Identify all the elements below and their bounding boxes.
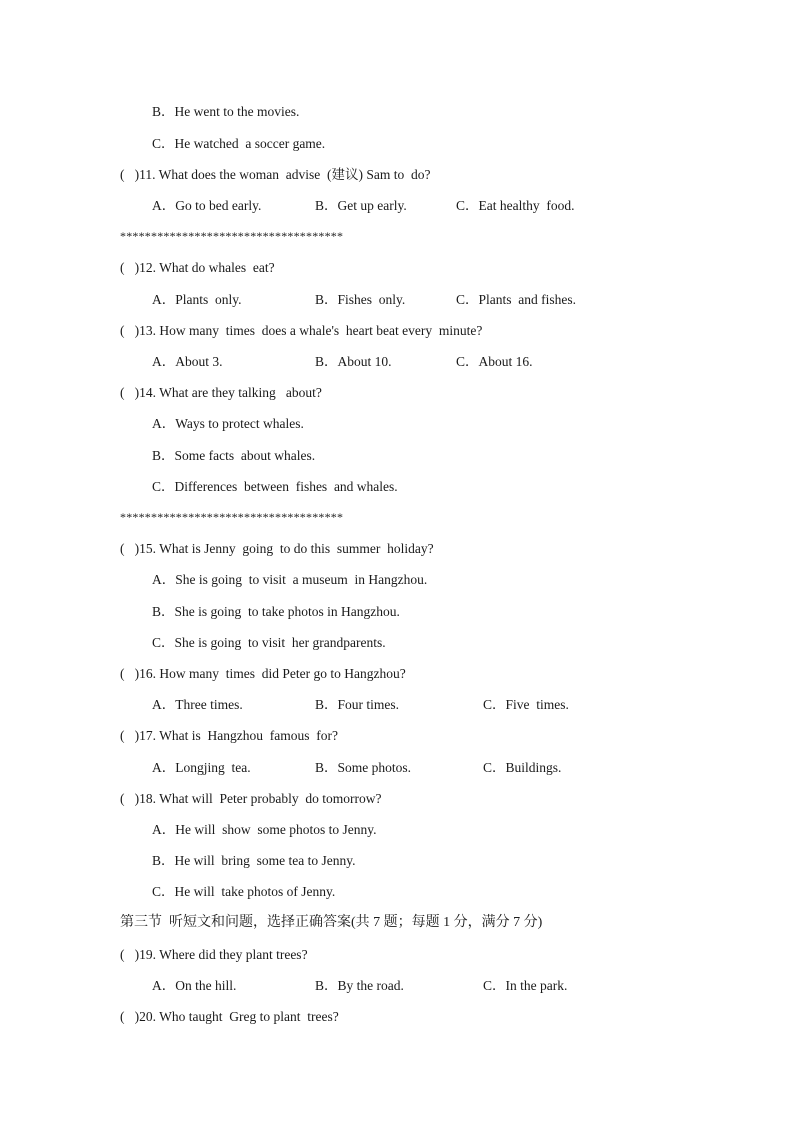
question-17: ( )17. What is Hangzhou famous for? (120, 728, 338, 743)
question-12: ( )12. What do whales eat? (120, 260, 275, 275)
q18-option-a: A．He will show some photos to Jenny. (152, 822, 377, 837)
q14-option-a: A．Ways to protect whales. (152, 416, 304, 431)
q19-option-c: C．In the park. (483, 978, 568, 993)
q15-option-c: C．She is going to visit her grandparents. (152, 635, 386, 650)
q18-option-b: B．He will bring some tea to Jenny. (152, 853, 356, 868)
q17-option-c: C．Buildings. (483, 760, 562, 775)
q19-option-b: B．By the road. (315, 978, 404, 993)
q18-option-c: C．He will take photos of Jenny. (152, 884, 336, 899)
q11-option-c: C．Eat healthy food. (456, 198, 575, 213)
question-15: ( )15. What is Jenny going to do this summer holiday? (120, 541, 434, 556)
q12-option-a: A．Plants only. (152, 292, 242, 307)
q11-option-a: A．Go to bed early. (152, 198, 262, 213)
question-13: ( )13. How many times does a whale's heart beat every minute? (120, 323, 483, 338)
q16-option-a: A．Three times. (152, 697, 243, 712)
q10-option-c: C．He watched a soccer game. (152, 136, 326, 151)
question-14: ( )14. What are they talking about? (120, 385, 322, 400)
question-16: ( )16. How many times did Peter go to Hangzhou? (120, 666, 406, 681)
q15-option-a: A．She is going to visit a museum in Hangzhou. (152, 572, 428, 587)
q12-option-c: C．Plants and fishes. (456, 292, 576, 307)
q13-option-a: A．About 3. (152, 354, 223, 369)
q14-option-b: B．Some facts about whales. (152, 448, 316, 463)
q13-option-b: B．About 10. (315, 354, 392, 369)
question-11: ( )11. What does the woman advise (建议) Sam to do? (120, 167, 431, 182)
q16-option-c: C．Five times. (483, 697, 569, 712)
question-18: ( )18. What will Peter probably do tomorrow? (120, 791, 382, 806)
q11-option-b: B．Get up early. (315, 198, 407, 213)
separator-stars: ************************************ (120, 229, 344, 243)
section-3-heading: 第三节 听短文和问题，选择正确答案(共 7 题；每题 1 分，满分 7 分) (120, 915, 543, 930)
q13-option-c: C．About 16. (456, 354, 533, 369)
separator-stars: ************************************ (120, 510, 344, 524)
q17-option-b: B．Some photos. (315, 760, 412, 775)
q14-option-c: C．Differences between fishes and whales. (152, 479, 398, 494)
q17-option-a: A．Longjing tea. (152, 760, 251, 775)
q19-option-a: A．On the hill. (152, 978, 237, 993)
question-20: ( )20. Who taught Greg to plant trees? (120, 1009, 339, 1024)
q15-option-b: B．She is going to take photos in Hangzhou. (152, 604, 400, 619)
q12-option-b: B．Fishes only. (315, 292, 406, 307)
q10-option-b: B．He went to the movies. (152, 104, 300, 119)
q16-option-b: B．Four times. (315, 697, 400, 712)
question-19: ( )19. Where did they plant trees? (120, 947, 308, 962)
